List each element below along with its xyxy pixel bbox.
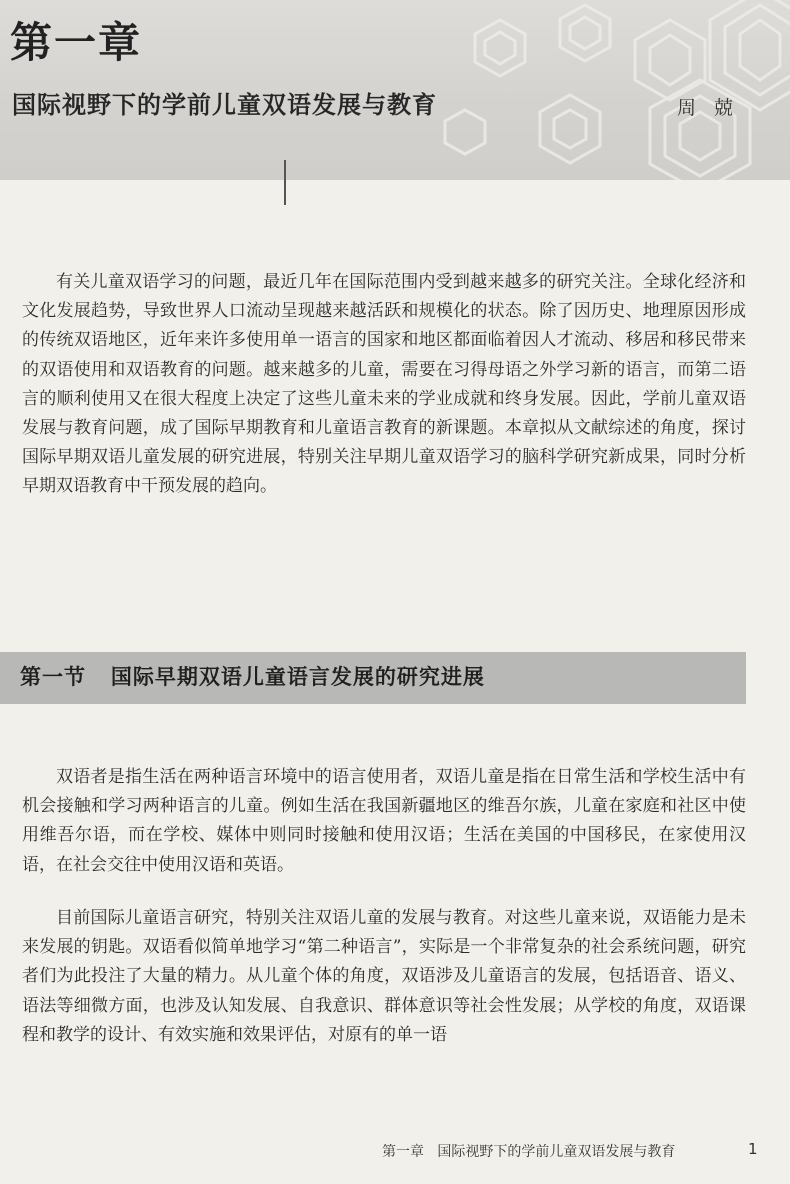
header-divider	[284, 160, 286, 205]
section-paragraph-1: 双语者是指生活在两种语言环境中的语言使用者，双语儿童是指在日常生活和学校生活中有机会接触和学习两种语言的儿童。例如生活在我国新疆地区的维吾尔族，儿童在家庭和社区中使用维吾尔语，而在学校、媒体中则同时接触和使用汉语；生活在美国的中国移民，在家使用汉语，在社会交往中使用汉语和英语。	[22, 767, 746, 875]
section-paragraph-2: 目前国际儿童语言研究，特别关注双语儿童的发展与教育。对这些儿童来说，双语能力是未来发展的钥匙。双语看似简单地学习“第二种语言”，实际是一个非常复杂的社会系统问题，研究者们为此投注了大量的精力。从儿童个体的角度，双语涉及儿童语言的发展，包括语音、语义、语法等细微方面，也涉及认知发展、自我意识、群体意识等社会性发展；从学校的角度，双语课程和教学的设计、有效实施和效果评估，对原有的单一语	[22, 908, 746, 1045]
page-number: 1	[748, 1140, 758, 1158]
section-title: 第一节 国际早期双语儿童语言发展的研究进展	[20, 665, 485, 689]
running-title: 第一章 国际视野下的学前儿童双语发展与教育	[382, 1144, 676, 1160]
intro-paragraph: 有关儿童双语学习的问题，最近几年在国际范围内受到越来越多的研究关注。全球化经济和文化发展趋势，导致世界人口流动呈现越来越活跃和规模化的状态。除了因历史、地理原因形成的传统双语地区，近年来许多使用单一语言的国家和地区都面临着因人才流动、移居和移民带来的双语使用和双语教育的问题。越来越多的儿童，需要在习得母语之外学习新的语言，而第二语言的顺利使用又在很大程度上决定了这些儿童未来的学业成就和终身发展。因此，学前儿童双语发展与教育问题，成了国际早期教育和儿童语言教育的新课题。本章拟从文献综述的角度，探讨国际早期双语儿童发展的研究进展，特别关注早期儿童双语学习的脑科学研究新成果，同时分析早期双语教育中干预发展的趋向。	[22, 272, 746, 497]
chapter-title: 国际视野下的学前儿童双语发展与教育	[12, 91, 437, 119]
chapter-author: 周兢	[677, 97, 752, 119]
chapter-label: 第一章	[10, 18, 143, 67]
section-heading-band	[0, 652, 746, 704]
hexagon-pattern-decoration	[370, 0, 790, 180]
chapter-header	[0, 0, 790, 180]
